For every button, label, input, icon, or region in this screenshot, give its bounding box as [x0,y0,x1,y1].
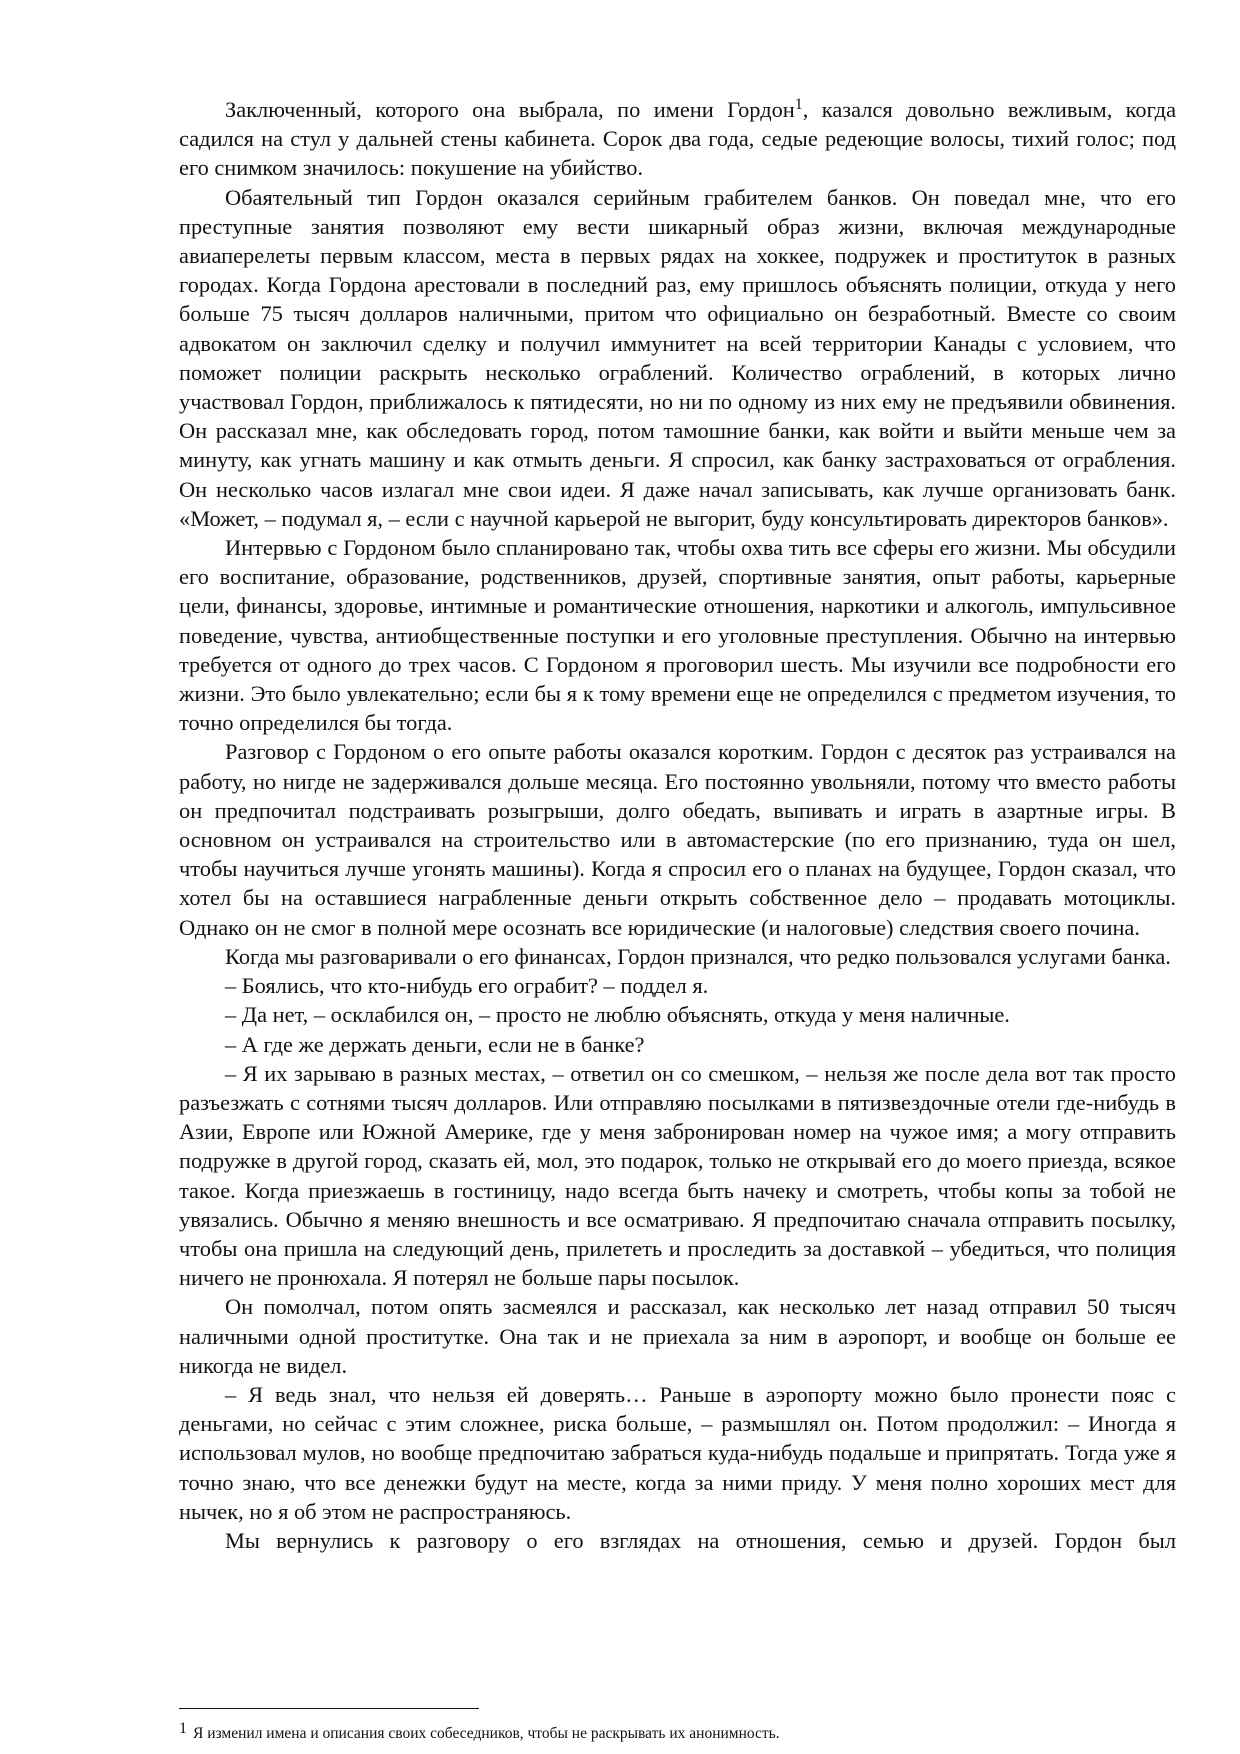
dialogue-line: – А где же держать деньги, если не в банке? [225,1031,645,1057]
footnote-text: Я изменил имена и описания своих собеседников, чтобы не раскрывать их анонимность. [193,1725,780,1742]
paragraph: Разговор с Гордоном о его опыте работы оказался коротким. Гордон с десяток раз устраивался на работу, но нигде не задерживался дольше месяца. Его постоянно увольняли, потому что вместо работы он предпочитал подстраивать розыгрыши, долго обедать, выпивать и играть в азартные игры. В основном он устраивался на строительство или в автомастерские (по его признанию, туда он шел, чтобы научиться лучше угонять машины). Когда я спросил его о планах на будущее, Гордон сказал, что хотел бы на оставшиеся награбленные деньги открыть собственное дело – продавать мотоциклы. Однако он не смог в полной мере осознать все юридические (и налоговые) следствия своего почина. [179,739,1176,940]
paragraph: Интервью с Гордоном было спланировано так, чтобы охва тить все сферы его жизни. Мы обсудили его воспитание, образование, родственников, друзей, спортивные занятия, опыт работы, карьерные цели, финансы, здоровье, интимные и романтические отношения, наркотики и алкоголь, импульсивное поведение, чувства, антиобщественные поступки и его уголовные преступления. Обычно на интервью требуется от одного до трех часов. С Гордоном я проговорил шесть. Мы изучили все подробности его жизни. Это было увлекательно; если бы я к тому времени еще не определился с предметом изучения, то точно определился бы тогда. [179,535,1176,736]
paragraph: Обаятельный тип Гордон оказался серийным грабителем банков. Он поведал мне, что его преступные занятия позволяют ему вести шикарный образ жизни, включая международные авиаперелеты первым классом, места в первых рядах на хоккее, подружек и проституток в разных городах. Когда Гордона арестовали в последний раз, ему пришлось объяснять полиции, откуда у него больше 75 тысяч долларов наличными, притом что официально он безработный. Вместе со своим адвокатом он заключил сделку и получил иммунитет на всей территории Канады с условием, что поможет полиции раскрыть несколько ограблений. Количество ограблений, в которых лично участвовал Гордон, приближалось к пятидесяти, но ни по одному из них ему не предъявили обвинения. Он рассказал мне, как обследовать город, потом тамошние банки, как войти и выйти меньше чем за минуту, как угнать машину и как отмыть деньги. Я спросил, как банку застраховаться от ограбления. Он несколько часов излагал мне свои идеи. Я даже начал записывать, как лучше организовать банк. «Может, – подумал я, – если с научной карьерой не выгорит, буду консультировать директоров банков». [179,184,1176,531]
paragraph: Он помолчал, потом опять засмеялся и рассказал, как несколько лет назад отправил 50 тысяч наличными одной проститутке. Она так и не приехала за ним в аэропорт, и вообще он больше ее никогда не видел. [179,1294,1176,1378]
dialogue-line: – Я их зарываю в разных местах, – ответил он со смешком, – нельзя же после дела вот так просто разъезжать с сотнями тысяч долларов. Или отправляю посылками в пятизвездочные отели где-нибудь в Азии, Европе или Южной Америке, где у меня забронирован номер на чужое имя; а могу отправить подружке в другой город, сказать ей, мол, это подарок, только не открывай его до моего приезда, всякое такое. Когда приезжаешь в гостиницу, надо всегда быть начеку и смотреть, чтобы копы за тобой не увязались. Обычно я меняю внешность и все осматриваю. Я предпочитаю сначала отправить посылку, чтобы она пришла на следующий день, прилететь и проследить за доставкой – убедиться, что полиция ничего не пронюхала. Я потерял не больше пары посылок. [179,1060,1176,1291]
footnote-mark: 1 [179,1720,187,1737]
dialogue-line: – Я ведь знал, что нельзя ей доверять… Раньше в аэропорту можно было пронести пояс с деньгами, но сейчас с этим сложнее, риска больше, – размышлял он. Потом продолжил: – Иногда я использовал мулов, но вообще предпочитаю забраться куда-нибудь подальше и припрятать. Тогда уже я точно знаю, что все денежки будут на месте, когда за ними приду. У меня полно хороших мест для нычек, но я об этом не распространяюсь. [179,1381,1176,1524]
dialogue-line: – Да нет, – осклабился он, – просто не люблю объяснять, откуда у меня наличные. [225,1002,1010,1028]
dialogue-line: – Боялись, что кто-нибудь его ограбит? – поддел я. [225,973,709,999]
footnote-divider [179,1708,479,1709]
paragraph: Заключенный, которого она выбрала, по имени Гордон$^1$, казался довольно вежливым, когда садился на стул у дальней стены кабинета. Сорок два года, седые редеющие волосы, тихий голос; под его снимком значилось: покушение на убийство. [179,96,1177,181]
body-text [179,95,1176,1555]
paragraph: Когда мы разговаривали о его финансах, Гордон признался, что редко пользовался услугами банка. [225,943,1171,969]
footnote-reference[interactable]: 1 [794,96,803,113]
footnote [179,1719,1176,1744]
paragraph: Мы вернулись к разговору о его взглядах на отношения, семью и друзей. Гордон был [225,1527,1176,1553]
